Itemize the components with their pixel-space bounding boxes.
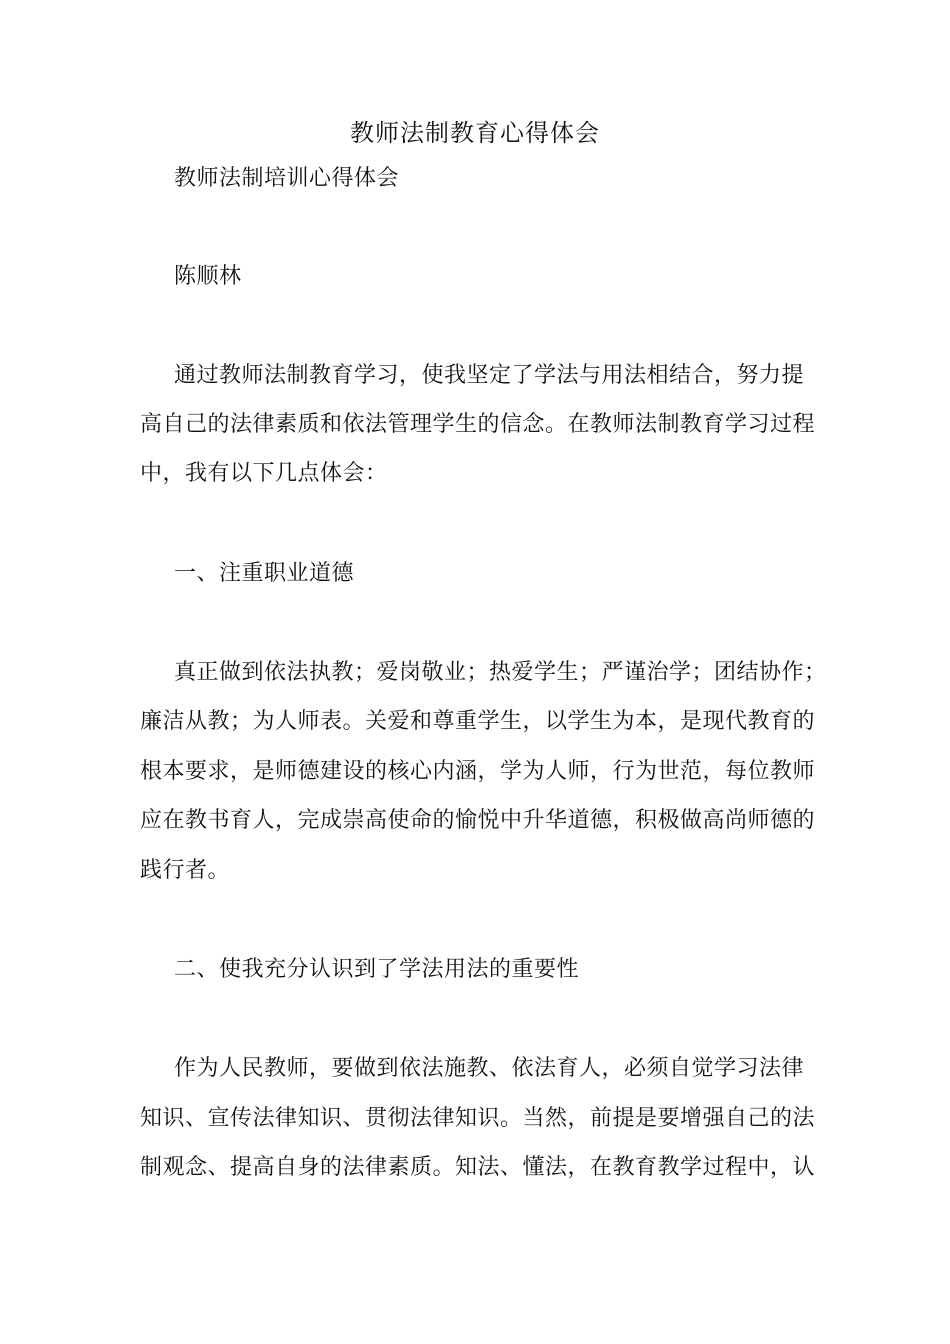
section1-line-1: 真正做到依法执教；爱岗敬业；热爱学生；严谨治学；团结协作； <box>174 660 827 685</box>
section1-line-5: 践行者。 <box>140 858 231 883</box>
intro-line-1: 通过教师法制教育学习，使我坚定了学法与用法相结合，努力提 <box>174 363 805 388</box>
section2-line-1: 作为人民教师，要做到依法施教、依法育人，必须自觉学习法律 <box>174 1056 805 1081</box>
section1-line-3: 根本要求，是师德建设的核心内涵，学为人师，行为世范，每位教师 <box>140 759 816 784</box>
intro-line-3: 中，我有以下几点体会： <box>140 461 388 486</box>
section1-heading: 一、注重职业道德 <box>174 561 355 586</box>
intro-line-2: 高自己的法律素质和依法管理学生的信念。在教师法制教育学习过程 <box>140 412 816 437</box>
document-title: 教师法制教育心得体会 <box>350 119 600 147</box>
section2-line-2: 知识、宣传法律知识、贯彻法律知识。当然，前提是要增强自己的法 <box>140 1106 816 1131</box>
author-name: 陈顺林 <box>174 264 242 289</box>
section2-heading: 二、使我充分认识到了学法用法的重要性 <box>174 957 580 982</box>
section2-line-3: 制观念、提高自身的法律素质。知法、懂法，在教育教学过程中，认 <box>140 1155 816 1180</box>
document-subtitle: 教师法制培训心得体会 <box>174 166 400 191</box>
section1-line-2: 廉洁从教；为人师表。关爱和尊重学生，以学生为本，是现代教育的 <box>140 709 816 734</box>
section1-line-4: 应在教书育人，完成崇高使命的愉悦中升华道德，积极做高尚师德的 <box>140 808 816 833</box>
